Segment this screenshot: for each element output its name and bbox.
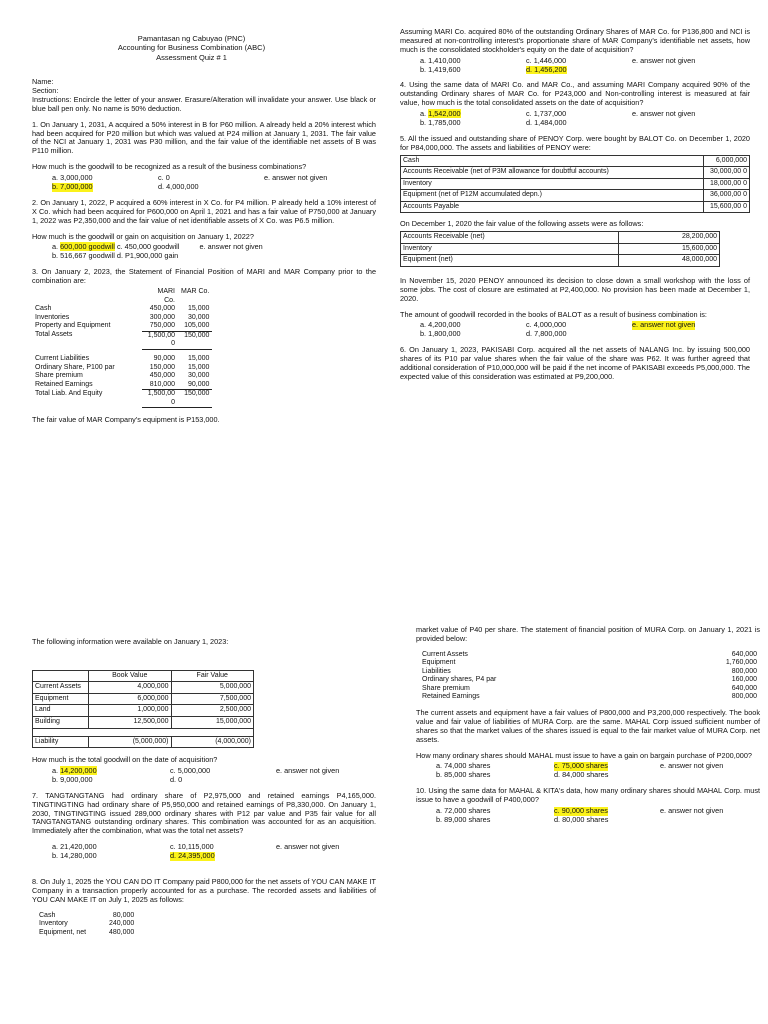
q7-option-c[interactable]: c. 10,115,000: [170, 842, 214, 852]
table-row: Current Assets 640,000: [422, 650, 757, 658]
q9-option-a[interactable]: a. 74,000 shares: [436, 761, 491, 771]
q5-question: The amount of goodwill recorded in the books of BALOT as a result of business combination is:: [400, 309, 707, 319]
q4-options: [420, 110, 750, 128]
q4-option-a[interactable]: 1,542,000: [428, 109, 461, 119]
q7-option-b[interactable]: b. 14,280,000: [52, 851, 97, 861]
page-1-content: [32, 34, 376, 432]
q3-col-mar: MAR Co.: [181, 288, 210, 296]
table-row: Retained Earnings 810,000 90,000: [32, 381, 212, 390]
q9-option-b[interactable]: b. 85,000 shares: [436, 770, 491, 780]
q6b-col-book: Book Value: [89, 670, 172, 682]
q3b-text: Assuming MARI Co. acquired 80% of the outstanding Ordinary Shares of MAR Co. for P136,800 and NCI is measured at non-controlling interest's proportionate share of MAR Company's identifiable net assets, how much is the consolidated stockholder's equity on the date of acquisition?: [400, 27, 750, 54]
q3-col-mari: MARI Co.: [157, 288, 175, 304]
q5-option-a[interactable]: a. 4,200,000: [420, 320, 461, 330]
table-row: Share premium 640,000: [422, 684, 757, 692]
q10-options: [436, 807, 760, 825]
q7-options: [52, 843, 376, 861]
table-row: Inventory 240,000: [39, 920, 135, 928]
table-row: Liabilities 800,000: [422, 667, 757, 675]
table-row: Retained Earnings 800,000: [422, 693, 757, 701]
q5-options: [420, 321, 750, 339]
page-2-content: [400, 28, 750, 389]
page-3: [0, 512, 384, 1024]
q9-option-c[interactable]: c. 75,000 shares: [554, 761, 608, 771]
q9-options: [436, 762, 760, 780]
page-4: [384, 512, 768, 1024]
quiz-title: Assessment Quiz # 1: [156, 52, 227, 62]
q1-option-b[interactable]: b. 7,000,000: [52, 182, 93, 192]
q1-option-e[interactable]: e. answer not given: [264, 173, 328, 183]
q6b-option-a-prefix: a.: [52, 765, 59, 775]
q3b-options: [420, 57, 750, 75]
q3-note: The fair value of MAR Company's equipment is P153,000.: [32, 415, 220, 425]
table-row: Share premium 450,000 30,000: [35, 372, 210, 380]
q5-fv-intro: On December 1, 2020 the fair value of the following assets were as follows:: [400, 219, 644, 229]
q3b-option-c[interactable]: c. 1,446,000: [526, 55, 567, 65]
table-row: Land 1,000,000 2,500,000: [33, 705, 254, 717]
q10-option-b[interactable]: b. 89,000 shares: [436, 814, 491, 824]
table-row: Inventories 300,000 30,000: [35, 313, 210, 321]
school-name: Pamantasan ng Cabuyao (PNC): [137, 34, 246, 43]
q5-option-b[interactable]: b. 1,800,000: [420, 329, 461, 339]
q8-text: 8. On July 1, 2025 the YOU CAN DO IT Company paid P800,000 for the net assets of YOU CAN MAKE IT Company in a transaction properly accounted for as a purchase. The recorded assets and liabilities of YOU CAN MAKE IT on July 1, 2025 as follows:: [32, 876, 376, 904]
q6b-col-fair: Fair Value: [171, 670, 254, 682]
q2-option-b[interactable]: b. 516,667 goodwill: [52, 251, 115, 261]
q9-option-e[interactable]: e. answer not given: [660, 761, 724, 771]
q2-option-a-prefix: a.: [52, 242, 59, 252]
page-4-content: [416, 626, 760, 832]
table-row: Accounts Payable 15,600,00 0: [401, 201, 750, 213]
q6b-option-a[interactable]: 14,200,000: [60, 765, 97, 775]
q3-financial-position-table: [32, 288, 212, 408]
q6b-option-b[interactable]: b. 9,000,000: [52, 774, 93, 784]
q4-option-d[interactable]: d. 1,484,000: [526, 118, 567, 128]
table-row: Cash 6,000,000: [401, 155, 750, 167]
table-row: Equipment, net 480,000: [39, 928, 135, 936]
section-label: Section:: [32, 86, 59, 96]
q9-intro: market value of P40 per share. The statement of financial position of MURA Corp. on January 1, 2021 is provided below:: [416, 625, 760, 643]
table-row: Equipment 6,000,000 7,500,000: [33, 693, 254, 705]
course-title: Accounting for Business Combination (ABC): [117, 43, 266, 53]
q6b-option-c[interactable]: c. 5,000,000: [170, 765, 211, 775]
q5-note: In November 15, 2020 PENOY announced its decision to close down a small workshop with the loss of some jobs. The cost of closure are estimated at P2,400,000. No provision has been made at December 1, 2020.: [400, 275, 750, 303]
table-row: Ordinary shares, P4 par 160,000: [422, 676, 757, 684]
page-1: [0, 0, 384, 512]
q10-option-e[interactable]: e. answer not given: [660, 805, 724, 815]
q6b-option-d[interactable]: d. 0: [170, 774, 183, 784]
q7-text: 7. TANGTANGTANG had ordinary share of P2,975,000 and retained earnings P4,165,000. TINGTINGTING had ordinary share of P5,950,000 and retained earnings of P8,330,000. On January 1, 2030, TINGTINGTING issued 289,000 ordinary shares with P12 par value and P35 fair value for all TANGTANGTANG outstanding ordinary shares. This combination was accounted for as an acquisition. Immediately after the combination, what was the total net assets?: [32, 790, 376, 836]
q10-option-d[interactable]: d. 80,000 shares: [554, 814, 609, 824]
q2-option-d[interactable]: d. P1,900,000 gain: [116, 251, 179, 261]
q9-question: How many ordinary shares should MAHAL must issue to have a gain on bargain purchase of P200,000?: [416, 750, 752, 760]
table-row: Liability (5,000,000) (4,000,000): [33, 736, 254, 748]
q10-text: 10. Using the same data for MAHAL & KITA's data, how many ordinary shares should MAHAL Corp. must issue to have a goodwill of P400,000?: [416, 786, 760, 805]
q2-option-e[interactable]: e. answer not given: [199, 242, 263, 252]
instructions: Instructions: Encircle the letter of your answer. Erasure/Alteration will invalidate your answer. Use black or blue ball pen only. No name is 50% deduction.: [32, 94, 376, 113]
q4-option-c[interactable]: c. 1,737,000: [526, 109, 567, 119]
q6b-values-table: [32, 670, 254, 748]
table-row: Cash 80,000: [39, 911, 135, 919]
q7-option-d[interactable]: d. 24,395,000: [170, 851, 215, 861]
q5-option-e[interactable]: e. answer not given: [632, 320, 696, 330]
table-row: Total Liab. And Equity 1,500,00 0 150,000: [32, 390, 212, 408]
table-row: Building 12,500,000 15,000,000: [33, 717, 254, 729]
q6-text: 6. On January 1, 2023, PAKISABI Corp. acquired all the net assets of NALANG Inc. by issuing 500,000 shares of its P10 par value shares when the fair value of the share was P62. It was further agreed that additional consideration of P10,000,000 will be paid if the net income of PAKISABI exceeds P5,000,000. The expected value of this consideration was estimated at P9,200,000.: [400, 345, 750, 381]
q1-question: How much is the goodwill to be recognized as a result of the business combinations?: [32, 162, 307, 172]
q2-option-c[interactable]: c. 450,000 goodwill: [116, 242, 180, 252]
q7-option-a[interactable]: a. 21,420,000: [52, 842, 97, 852]
q4-option-e[interactable]: e. answer not given: [632, 109, 696, 119]
q6b-question: How much is the total goodwill on the date of acquisition?: [32, 755, 218, 765]
q3b-option-d[interactable]: d. 1,456,200: [526, 64, 567, 74]
q5-assets-table: [400, 155, 750, 214]
q9-note: The current assets and equipment have a fair values of P800,000 and P3,200,000 respectively. The book value and fair value of liabilities of MURA Corp. are the same. MAHAL Corp issued sufficient number of shares so that the market values of the shares issued is equal to the fair market value of MURA Corp. net assets.: [416, 707, 760, 744]
q4-text: 4. Using the same data of MARI Co. and MAR Co., and assuming MARI Company acquired 90% of the outstanding Ordinary shares of MAR Co. for P243,000 and Non-controlling interest is measured at fair value, how much is the total consolidated assets on the date of acquisition?: [400, 80, 750, 108]
q7-option-e[interactable]: e. answer not given: [276, 842, 340, 852]
q2-text: 2. On January 1, 2022, P acquired a 60% interest in X Co. for P4 million. P already held a 10% interest of X Co. which had been acquired for P600,000 on April 1, 2021 and has a fair value of P750,000 at January 1, 2022 was P2,350,000 and the fair value of net identifiable assets of X Co. was P6.5 million.: [32, 197, 376, 225]
table-row: Inventory 15,600,000: [401, 243, 720, 255]
q6b-options: [52, 767, 376, 785]
q5-fair-value-table: [400, 231, 720, 267]
q10-option-c[interactable]: c. 90,000 shares: [554, 805, 608, 815]
q9-mura-table: [416, 651, 760, 702]
q2-options: [52, 243, 376, 261]
table-row: Total Assets 1,500,00 0 150,000: [32, 331, 212, 349]
table-row: Accounts Receivable (net of P3M allowance for doubtful accounts) 30,000,00 0: [401, 167, 750, 179]
q5-option-c[interactable]: c. 4,000,000: [526, 320, 567, 330]
q1-option-d[interactable]: d. 4,000,000: [158, 182, 199, 192]
q4-option-b[interactable]: b. 1,785,000: [420, 118, 461, 128]
table-row: Equipment 1,760,000: [422, 659, 757, 667]
table-row: Equipment (net of P12M accumulated depn.) 36,000,00 0: [401, 190, 750, 202]
table-row: Current Liabilities 90,000 15,000: [35, 355, 210, 363]
q4-option-a-prefix: a.: [420, 109, 427, 119]
q3b-option-a[interactable]: a. 1,410,000: [420, 55, 461, 65]
q5-text: 5. All the issued and outstanding share of PENOY Corp. were bought by BALOT Co. on December 1, 2020 for P84,000,000. The assets and liabilities of PENOY were:: [400, 133, 750, 152]
page-3-content: [32, 638, 376, 937]
q6b-option-e[interactable]: e. answer not given: [276, 765, 340, 775]
q1-text: 1. On January 1, 2031, A acquired a 50% interest in B for P60 million. A already held a 20% interest which had been acquired for P20 million but which was valued at P24 million at January 1, 2031. The fair value of the NCI at January 1, 2031 was P30 million, and the fair value of the identifiable net assets of B was P110 million.: [32, 119, 376, 156]
q1-option-c[interactable]: c. 0: [158, 173, 170, 183]
q2-option-a[interactable]: 600,000 goodwill: [60, 242, 115, 252]
table-row: Inventory 18,000,00 0: [401, 178, 750, 190]
page-2: [384, 0, 768, 512]
name-label: Name:: [32, 77, 54, 87]
table-row: Cash 450,000 15,000: [35, 305, 210, 313]
q10-option-a[interactable]: a. 72,000 shares: [436, 805, 491, 815]
q1-options: [52, 174, 376, 192]
q3b-option-b[interactable]: b. 1,419,600: [420, 64, 461, 74]
q1-option-a[interactable]: a. 3,000,000: [52, 173, 93, 183]
table-row: Equipment (net) 48,000,000: [401, 255, 720, 267]
q6b-intro: The following information were available on January 1, 2023:: [32, 637, 229, 646]
table-row: Current Assets 4,000,000 5,000,000: [33, 682, 254, 694]
table-row: Accounts Receivable (net) 28,200,000: [401, 232, 720, 244]
document-header: [7, 34, 376, 62]
q5-option-d[interactable]: d. 7,800,000: [526, 329, 567, 339]
q8-assets-table: [36, 912, 137, 938]
q2-question: How much is the goodwill or gain on acquisition on January 1, 2022?: [32, 231, 254, 241]
q3-text: 3. On January 2, 2023, the Statement of Financial Position of MARI and MAR Company prior to the combination are:: [32, 267, 376, 286]
q9-option-d[interactable]: d. 84,000 shares: [554, 770, 609, 780]
table-row: Property and Equipment 750,000 105,000: [32, 322, 212, 331]
table-row: Ordinary Share, P100 par 150,000 15,000: [35, 363, 210, 371]
q3b-option-e[interactable]: e. answer not given: [632, 55, 696, 65]
